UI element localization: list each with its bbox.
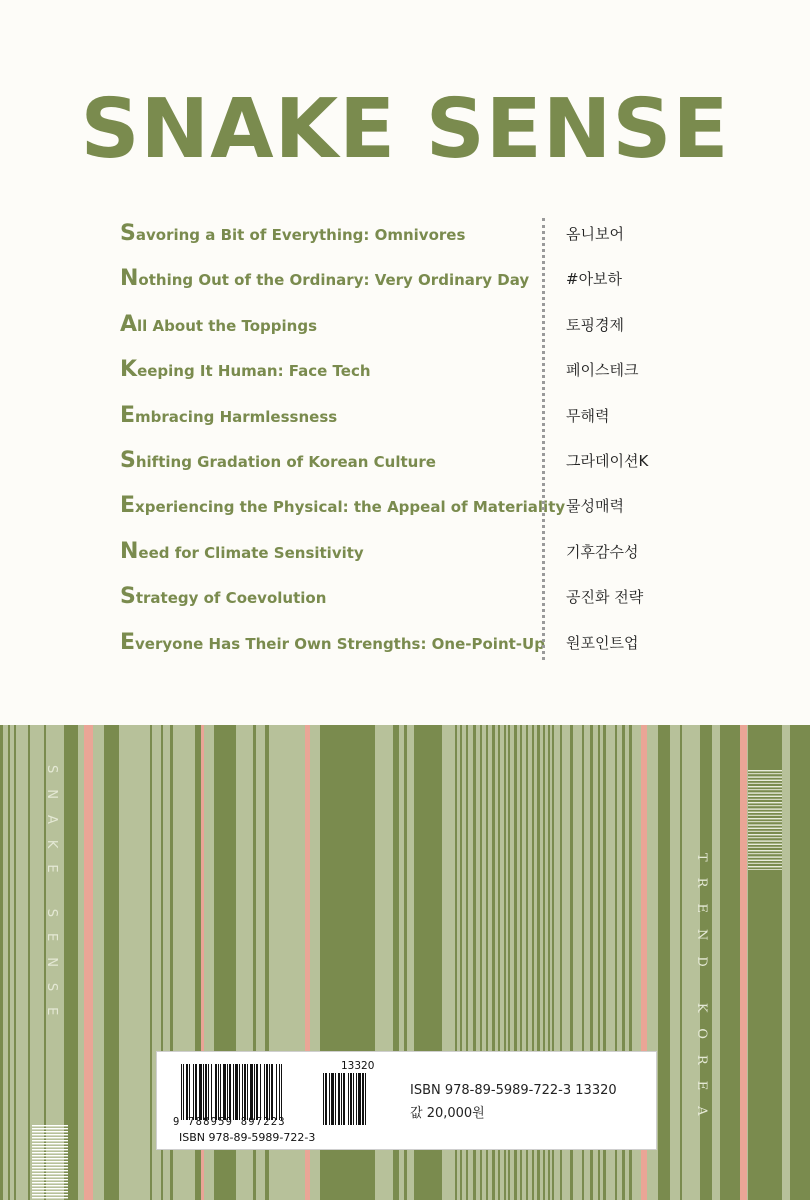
barcode-bar [254, 1064, 255, 1120]
pattern-bar [32, 1173, 68, 1174]
keyword-english [120, 584, 326, 609]
keyword-initial: E [120, 629, 136, 655]
keyword-korean: 페이스테크 [566, 361, 639, 380]
pattern-bar [32, 1125, 68, 1126]
pattern-bar [32, 1146, 68, 1147]
pattern-bar [32, 1197, 68, 1198]
keyword-text: avoring a Bit of Everything: Omnivores [135, 226, 466, 244]
keyword-row [120, 535, 680, 580]
pattern-bar [748, 837, 782, 838]
keyword-korean: 옴니보어 [566, 225, 624, 243]
pattern-bar [32, 1131, 68, 1132]
pattern-bar [32, 1158, 68, 1159]
keyword-english [120, 221, 465, 246]
barcode-bar [186, 1064, 188, 1120]
pattern-bar [32, 1188, 68, 1189]
barcode-bar [233, 1064, 234, 1120]
keyword-text: mbracing Harmlessness [135, 407, 338, 426]
pattern-bar [748, 847, 782, 848]
color-stripe [8, 725, 10, 1200]
keyword-english [120, 312, 317, 337]
barcode-isbn: ISBN 978-89-5989-722-3 [179, 1131, 316, 1144]
keyword-row [120, 444, 680, 489]
pattern-bar [748, 856, 782, 857]
pattern-bar [32, 1149, 68, 1150]
barcode-bar [269, 1064, 270, 1120]
keyword-row [120, 262, 680, 307]
isbn-number: ISBN 978-89-5989-722-3 13320 [410, 1083, 617, 1098]
keyword-text: ll About the Toppings [137, 316, 318, 335]
pattern-bar [32, 1134, 68, 1135]
barcode-bar [181, 1064, 182, 1120]
keyword-korean: 기후감수성 [566, 542, 639, 561]
keyword-english [120, 448, 436, 473]
pattern-bar [748, 796, 782, 797]
pattern-bar [748, 840, 782, 841]
barcode-bar [264, 1064, 265, 1120]
keyword-text: veryone Has Their Own Strengths: One-Point-Up [135, 634, 545, 653]
spine-title-left: SNAKE SENSE [44, 765, 59, 1032]
pattern-bar [748, 828, 782, 829]
pattern-bar [748, 802, 782, 803]
barcode-bar [250, 1064, 253, 1120]
barcode-bar [211, 1064, 212, 1120]
barcode-bar [205, 1064, 207, 1120]
barcode-bar [331, 1073, 334, 1125]
pattern-bar [748, 844, 782, 845]
pattern-bar [748, 866, 782, 867]
barcode-bar [348, 1073, 349, 1125]
pattern-bar [748, 799, 782, 800]
book-title: SNAKE SENSE [80, 82, 730, 177]
keyword-initial: K [120, 357, 138, 383]
pattern-bar [748, 815, 782, 816]
pattern-bar [32, 1128, 68, 1129]
keyword-initial: S [120, 447, 136, 473]
keyword-initial: A [120, 311, 138, 337]
barcode-bar [203, 1064, 204, 1120]
color-stripe [680, 725, 682, 1200]
pattern-bar [748, 853, 782, 854]
pattern-bar [32, 1152, 68, 1153]
keyword-initial: N [120, 266, 139, 292]
dotted-divider [542, 218, 545, 660]
pattern-bar [748, 860, 782, 861]
corner-barcode-pattern [748, 770, 782, 870]
pattern-bar [32, 1191, 68, 1192]
pattern-bar [32, 1179, 68, 1180]
keyword-text: hifting Gradation of Korean Culture [135, 452, 436, 471]
pattern-bar [748, 805, 782, 806]
barcode-bar [271, 1064, 273, 1120]
barcode-bar [343, 1073, 345, 1125]
price: 값 20,000원 [410, 1106, 485, 1121]
barcode-bar [266, 1064, 268, 1120]
pattern-bar [748, 834, 782, 835]
barcode-bar [239, 1064, 240, 1120]
barcode-bar [223, 1064, 226, 1120]
keyword-english [120, 357, 371, 382]
color-stripe [28, 725, 30, 1200]
keyword-row [120, 626, 680, 671]
color-stripe [14, 725, 16, 1200]
barcode-bar [189, 1064, 190, 1120]
keyword-english [120, 630, 545, 655]
barcode-bar [358, 1073, 361, 1125]
keyword-initial: S [120, 221, 136, 246]
barcode-bar [208, 1064, 209, 1120]
keyword-row [120, 580, 680, 625]
pattern-bar [748, 773, 782, 774]
pattern-bar [32, 1155, 68, 1156]
addon-barcode [323, 1073, 385, 1125]
keyword-initial: E [120, 402, 136, 428]
pattern-bar [748, 831, 782, 832]
barcode-bar [335, 1073, 336, 1125]
striped-band [0, 725, 810, 1200]
barcode-bar [350, 1073, 352, 1125]
pattern-bar [748, 786, 782, 787]
barcode-bar [183, 1064, 184, 1120]
pattern-bar [32, 1185, 68, 1186]
pattern-bar [32, 1161, 68, 1162]
pattern-bar [32, 1170, 68, 1171]
keyword-korean: 원포인트업 [566, 633, 639, 652]
keyword-text: othing Out of the Ordinary: Very Ordinary Day [138, 271, 530, 290]
barcode-bar [227, 1064, 228, 1120]
pattern-bar [32, 1137, 68, 1138]
pattern-bar [32, 1182, 68, 1183]
barcode-bar [353, 1073, 354, 1125]
keyword-list [120, 217, 680, 671]
keyword-korean: 그라데이션K [566, 451, 649, 470]
pattern-bar [748, 818, 782, 819]
keyword-initial: S [120, 584, 136, 610]
keyword-row [120, 308, 680, 353]
pattern-bar [748, 780, 782, 781]
barcode-bar [338, 1073, 340, 1125]
pattern-bar [748, 770, 782, 771]
pattern-bar [748, 821, 782, 822]
barcode-bar [218, 1064, 219, 1120]
barcode-bar [365, 1073, 366, 1125]
barcode-bar [341, 1073, 342, 1125]
barcode-bar [362, 1073, 364, 1125]
color-stripe [0, 725, 3, 1200]
keyword-korean: #아보하 [566, 270, 623, 289]
keyword-row [120, 217, 680, 262]
barcode-bar [229, 1064, 231, 1120]
barcode-bar [281, 1064, 282, 1120]
keyword-korean: 물성매력 [566, 497, 624, 516]
pattern-bar [748, 869, 782, 870]
barcode-bar [199, 1064, 202, 1120]
keyword-initial: E [120, 493, 136, 519]
keyword-row [120, 399, 680, 444]
isbn-label [156, 1051, 657, 1150]
barcode-bar [193, 1064, 194, 1120]
barcode-bar [323, 1073, 324, 1125]
barcode-bar [256, 1064, 258, 1120]
pattern-bar [748, 850, 782, 851]
keyword-english [120, 539, 364, 564]
color-stripe [658, 725, 670, 1200]
pattern-bar [748, 812, 782, 813]
barcode-bar [329, 1073, 330, 1125]
color-stripe [84, 725, 93, 1200]
keyword-text: eed for Climate Sensitivity [138, 543, 364, 562]
color-stripe [740, 725, 747, 1200]
keyword-row [120, 353, 680, 398]
barcode-digits: 9 788959 897223 [173, 1116, 286, 1128]
keyword-text: trategy of Coevolution [135, 589, 327, 608]
addon-code: 13320 [341, 1060, 375, 1072]
barcode-bar [195, 1064, 197, 1120]
barcode-bar [325, 1073, 327, 1125]
pattern-bar [32, 1194, 68, 1195]
barcode-bar [235, 1064, 238, 1120]
barcode-bar [279, 1064, 280, 1120]
keyword-initial: N [120, 538, 139, 564]
pattern-bar [32, 1140, 68, 1141]
barcode-bar [215, 1064, 217, 1120]
keyword-english [120, 493, 565, 518]
keyword-text: eeping It Human: Face Tech [137, 362, 371, 381]
barcode-bar [247, 1064, 248, 1120]
keyword-english [120, 266, 529, 291]
keyword-korean: 무해력 [566, 406, 610, 425]
pattern-bar [32, 1167, 68, 1168]
pattern-bar [32, 1176, 68, 1177]
barcode-bar [220, 1064, 221, 1120]
barcode-bar [242, 1064, 243, 1120]
keyword-english [120, 403, 337, 428]
pattern-bar [748, 808, 782, 809]
pattern-bar [748, 789, 782, 790]
keyword-korean: 토핑경제 [566, 315, 624, 334]
pattern-bar [32, 1143, 68, 1144]
pattern-bar [748, 824, 782, 825]
color-stripe [150, 725, 152, 1200]
pattern-bar [748, 792, 782, 793]
pattern-bar [32, 1164, 68, 1165]
color-stripe [790, 725, 810, 1200]
pattern-bar [748, 783, 782, 784]
barcode-bar [356, 1073, 357, 1125]
color-stripe [720, 725, 740, 1200]
keyword-korean: 공진화 전략 [566, 588, 644, 607]
keyword-row [120, 489, 680, 534]
barcode-bar [260, 1064, 261, 1120]
barcode-bar [244, 1064, 246, 1120]
keyword-text: xperiencing the Physical: the Appeal of Materiality [135, 498, 566, 517]
spine-title-right: TREND KOREA [694, 853, 709, 1132]
pattern-bar [748, 776, 782, 777]
pattern-bar [748, 863, 782, 864]
barcode-bar [276, 1064, 277, 1120]
color-stripe [104, 725, 119, 1200]
corner-barcode-pattern [32, 1125, 68, 1200]
